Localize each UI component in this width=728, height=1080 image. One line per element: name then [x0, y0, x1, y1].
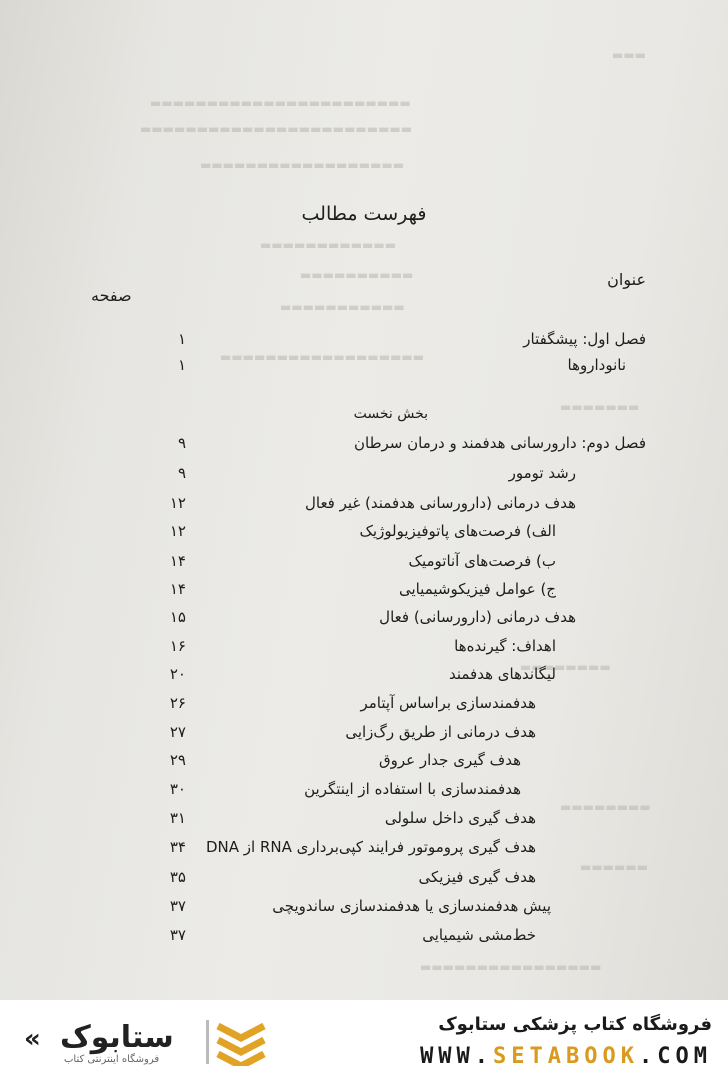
store-title: فروشگاه کتاب پزشکی ستابوک — [438, 1014, 712, 1035]
toc-entry-page: ۱۶ — [169, 637, 186, 655]
toc-entry — [86, 464, 646, 488]
bleed-through-text: ▬▬▬▬▬▬▬▬▬▬▬ — [280, 300, 405, 314]
url-accent: SETABOOK — [493, 1044, 640, 1069]
toc-entry-page: ۱۲ — [169, 522, 186, 540]
toc-entry — [86, 809, 646, 833]
toc-entry-page: ۹ — [177, 464, 186, 482]
toc-entry-title: اهداف: گیرنده‌ها — [454, 637, 556, 655]
toc-entry-title: هدفمندسازی با استفاده از اینتگرین — [304, 780, 521, 798]
toc-entry — [86, 580, 646, 604]
toc-entry — [86, 897, 646, 921]
book-stack-icon — [206, 1018, 276, 1066]
toc-entry — [86, 694, 646, 718]
toc-entry-title: نانوداروها — [567, 356, 626, 374]
toc-entry-page: ۲۷ — [169, 723, 186, 741]
toc-entry-page: ۳۵ — [169, 868, 186, 886]
toc-entry — [86, 723, 646, 747]
toc-entry-title: فصل اول: پیشگفتار — [523, 330, 646, 348]
toc-entry — [86, 838, 646, 862]
toc-entry-page: ۳۷ — [169, 897, 186, 915]
toc-entry — [86, 926, 646, 950]
store-banner — [0, 1000, 728, 1080]
logo-name: ستابوک — [60, 1020, 174, 1055]
toc-entry-title: هدف درمانی (دارورسانی) فعال — [379, 608, 576, 626]
url-prefix: WWW. — [420, 1044, 494, 1069]
toc-entry-title: ج) عوامل فیزیکوشیمیایی — [398, 580, 556, 598]
toc-entry-title: پیش هدفمندسازی یا هدفمندسازی ساندویچی — [272, 897, 551, 915]
bleed-through-text: ▬▬▬▬▬▬▬▬▬▬▬▬▬▬▬▬▬▬▬▬▬▬▬▬ — [140, 122, 413, 136]
logo-chevron-icon: « — [24, 1024, 41, 1054]
toc-entry-title: هدف درمانی (دارورسانی هدفمند) غیر فعال — [304, 494, 576, 512]
url-suffix: .COM — [639, 1044, 712, 1069]
toc-entry-page: ۱۴ — [169, 580, 186, 598]
bleed-through-text: ▬▬▬▬▬▬ — [580, 860, 649, 874]
toc-entry-page: ۱ — [177, 330, 186, 348]
toc-entry-title: هدف درمانی از طریق رگ‌زایی — [345, 723, 536, 741]
store-logo — [20, 1014, 280, 1070]
bleed-through-text: ▬▬▬▬▬▬▬▬▬▬▬▬▬▬▬▬▬▬ — [200, 158, 405, 172]
bleed-through-text: ▬▬▬▬▬▬▬▬▬▬▬▬▬▬▬▬▬▬ — [220, 350, 425, 364]
toc-entry-title: فصل دوم: دارورسانی هدفمند و درمان سرطان — [354, 434, 646, 452]
bleed-through-text: ▬▬▬▬▬▬▬▬▬▬▬▬▬▬▬▬▬▬▬▬▬▬▬ — [150, 96, 411, 110]
toc-entry-title: رشد تومور — [508, 464, 576, 482]
toc-entry-title: هدف گیری پروموتور فرایند کپی‌برداری RNA از DNA — [205, 838, 536, 856]
toc-entry-page: ۱۵ — [169, 608, 186, 626]
toc-entry — [86, 637, 646, 661]
toc-entry — [86, 751, 646, 775]
toc-entry — [86, 608, 646, 632]
toc-entry-title: هدف گیری فیزیکی — [418, 868, 536, 886]
bleed-through-text: ▬▬▬▬▬▬▬▬ — [520, 660, 611, 674]
bleed-through-text: ▬▬▬ — [612, 48, 647, 62]
toc-entry — [86, 665, 646, 689]
store-url[interactable] — [420, 1044, 712, 1069]
toc-entry-page: ۲۰ — [169, 665, 186, 683]
bleed-through-text: ▬▬▬▬▬▬▬ — [560, 400, 640, 414]
toc-entry-page: ۱۴ — [169, 552, 186, 570]
toc-entry — [86, 494, 646, 518]
toc-entry-page: ۳۱ — [169, 809, 186, 827]
toc-entry — [86, 356, 646, 380]
toc-entry — [86, 780, 646, 804]
toc-entry-title: ب) فرصت‌های آناتومیک — [408, 552, 556, 570]
toc-entry — [86, 330, 646, 354]
toc-entry-page: ۹ — [177, 434, 186, 452]
toc-entry-page: ۲۹ — [169, 751, 186, 769]
toc-entry — [86, 552, 646, 576]
toc-entry — [86, 522, 646, 546]
toc-entry-page: ۳۰ — [169, 780, 186, 798]
page-title: فهرست مطالب — [301, 203, 427, 225]
toc-entry-title: لیگاندهای هدفمند — [448, 665, 556, 683]
toc-entry-title: هدف گیری داخل سلولی — [384, 809, 536, 827]
bleed-through-text: ▬▬▬▬▬▬▬▬▬▬▬▬▬▬▬▬ — [420, 960, 602, 974]
bleed-through-text: ▬▬▬▬▬▬▬▬ — [560, 800, 651, 814]
toc-entry-title: هدف گیری جدار عروق — [379, 751, 521, 769]
bleed-through-text: ▬▬▬▬▬▬▬▬▬▬ — [300, 268, 414, 282]
toc-entry-page: ۱۲ — [169, 494, 186, 512]
toc-entry-page: ۳۴ — [169, 838, 186, 856]
toc-entry-page: ۲۶ — [169, 694, 186, 712]
bleed-through-text: ▬▬▬▬▬▬▬▬▬▬▬▬ — [260, 238, 397, 252]
section-label: بخش نخست — [353, 406, 428, 422]
toc-entry-title: الف) فرصت‌های پاتوفیزیولوژیک — [359, 522, 556, 540]
title-column-header: عنوان — [607, 270, 646, 289]
toc-entry-title: خط‌مشی شیمیایی — [422, 926, 536, 944]
toc-entry — [86, 868, 646, 892]
toc-entry-page: ۳۷ — [169, 926, 186, 944]
toc-entry-title: هدفمندسازی براساس آپتامر — [360, 694, 536, 712]
toc-entry-page: ۱ — [177, 356, 186, 374]
page-column-header: صفحه — [91, 286, 132, 305]
toc-entry — [86, 434, 646, 458]
logo-subtitle: فروشگاه اینترنتی کتاب — [64, 1054, 160, 1065]
